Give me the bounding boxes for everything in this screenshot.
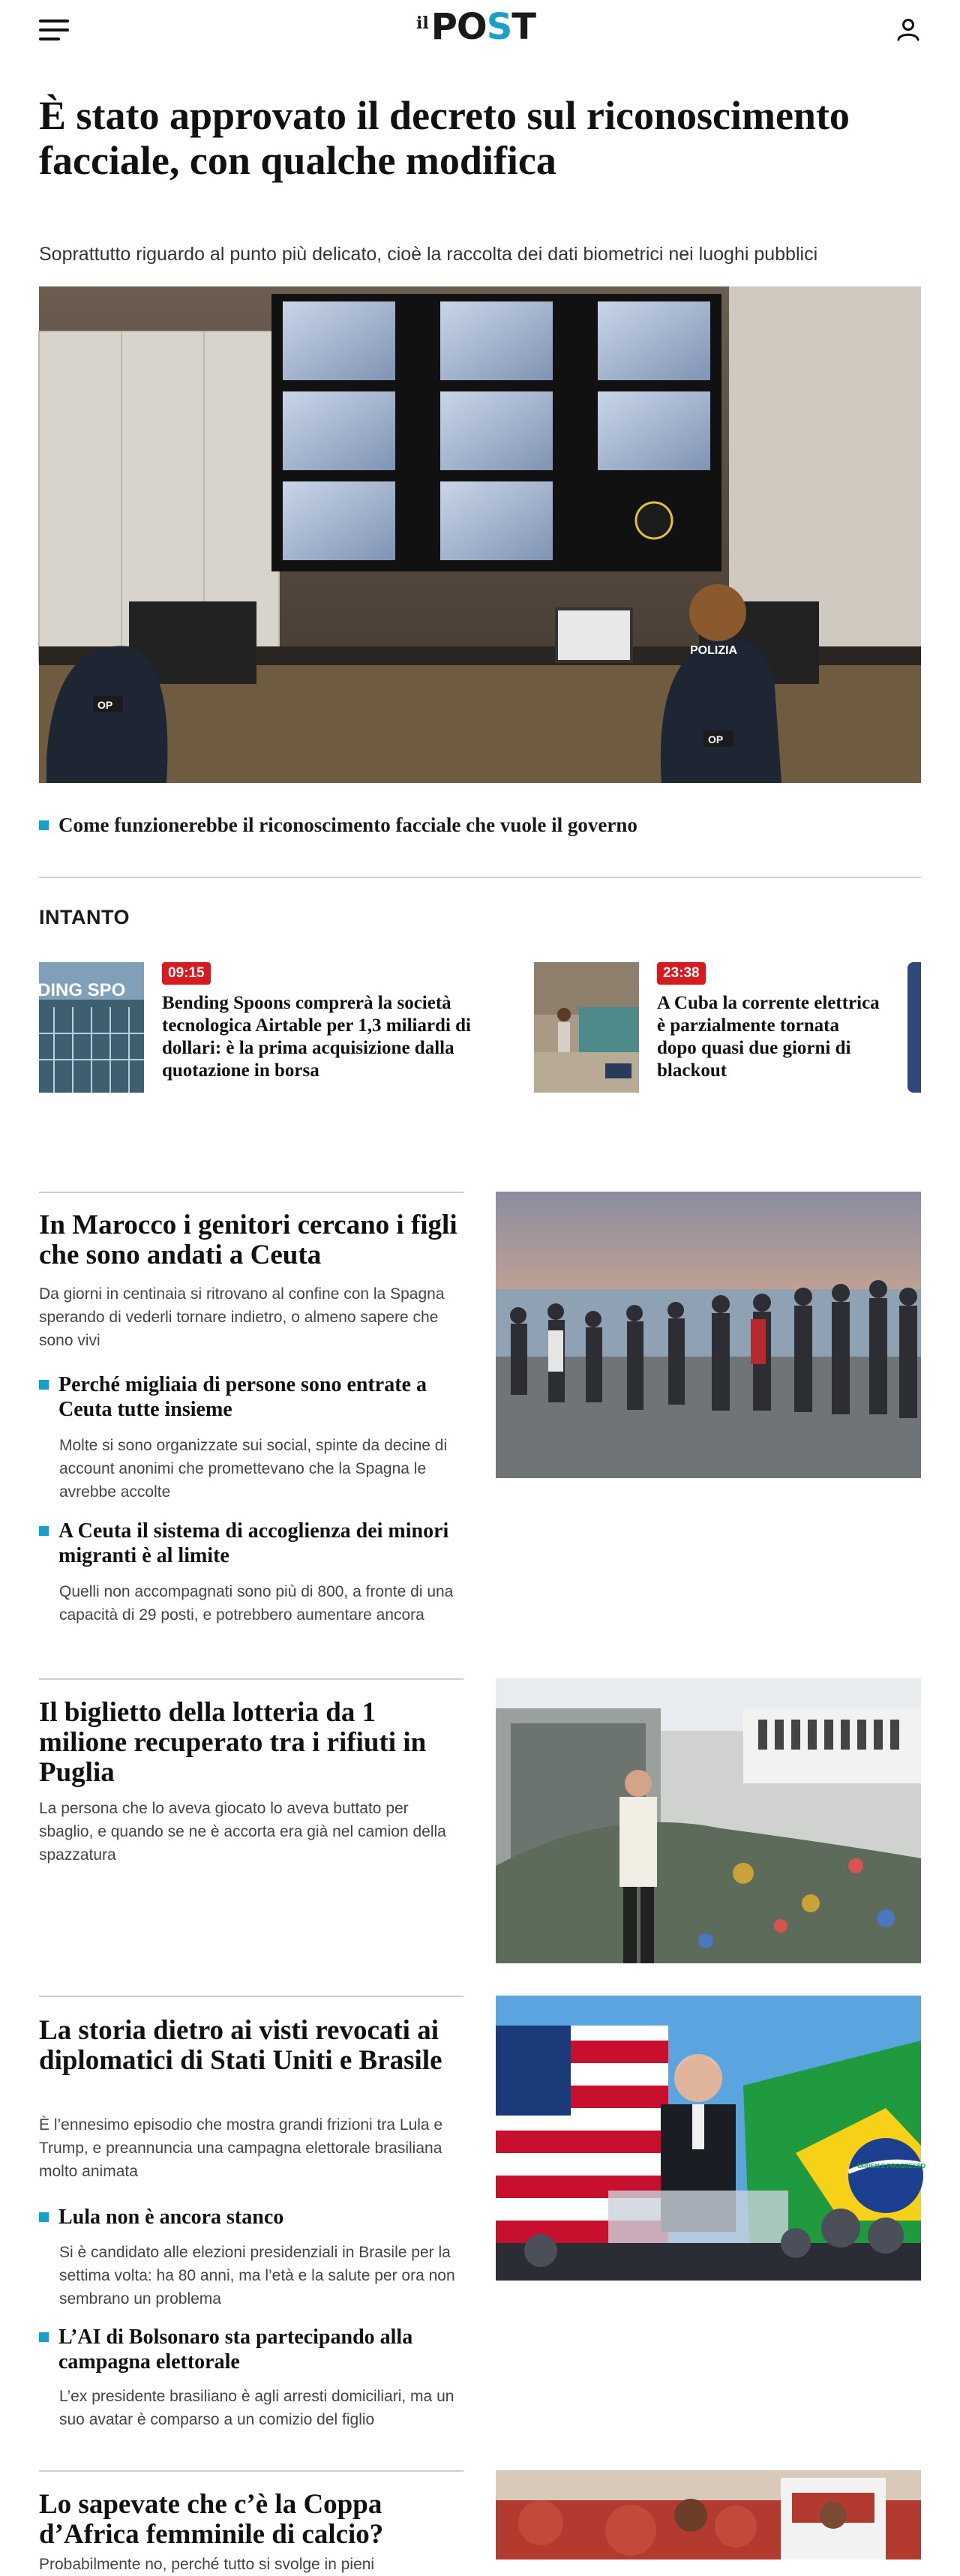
related-summary: Si è candidato alle elezioni presidenziali in Brasile per la settima volta: ha 80 anni, ma l’età e la salute per ora non sembrano un problema	[59, 2244, 455, 2308]
live-thumbnail	[534, 962, 639, 1093]
lead-image[interactable]	[39, 286, 921, 783]
lead-subtitle: Soprattutto riguardo al punto più delicato, cioè la raccolta dei dati biometrici nei luoghi pubblici	[39, 244, 818, 265]
related-link[interactable]: A Ceuta il sistema di accoglienza dei minori migranti è al limite	[39, 1519, 466, 1568]
related-link[interactable]: Perché migliaia di persone sono entrate a Ceuta tutte insieme	[39, 1372, 466, 1422]
bullet-square-icon	[39, 2212, 49, 2222]
article-image[interactable]	[496, 1996, 926, 2281]
live-item[interactable]	[534, 962, 882, 1093]
article-summary: Da giorni in centinaia si ritrovano al confine con la Spagna sperando di vederli tornare indietro, o almeno sapere che sono vivi	[39, 1285, 445, 1349]
article-image[interactable]	[496, 1192, 921, 1478]
related-link[interactable]: L’AI di Bolsonaro sta partecipando alla campagna elettorale	[39, 2325, 466, 2374]
lead-related-text: Come funzionerebbe il riconoscimento facciale che vuole il governo	[58, 814, 638, 836]
lead-image-text-polizia: POLIZIA	[690, 644, 738, 657]
article-headline[interactable]: Il biglietto della lotteria da 1 milione recuperato tra i rifiuti in Puglia	[39, 1697, 427, 1788]
bullet-square-icon	[39, 820, 49, 830]
article-summary: È l’ennesimo episodio che mostra grandi frizioni tra Lula e Trump, e preannuncia una campagna elettorale brasiliana molto animata	[39, 2116, 443, 2180]
article-divider	[39, 1192, 464, 1193]
live-headline: A Cuba la corrente elettrica è parzialmente tornata dopo quasi due giorni di blackout	[657, 993, 880, 1081]
intanto-heading: INTANTO	[39, 906, 130, 928]
menu-icon[interactable]	[39, 19, 69, 40]
time-badge: 09:15	[162, 962, 211, 985]
article-summary: Probabilmente no, perché tutto si svolge in pieni	[39, 2556, 375, 2573]
lead-image-text-op2: OP	[708, 733, 724, 745]
live-item-peek[interactable]	[908, 962, 921, 1093]
bullet-square-icon	[39, 1380, 49, 1390]
time-badge: 23:38	[657, 962, 706, 985]
article-image[interactable]	[496, 1678, 921, 1963]
flag-motto-text: ORDEM E PROGRESSO	[857, 2163, 926, 2170]
logo-post: POST	[430, 6, 536, 48]
article-divider	[39, 2470, 464, 2472]
lead-image-text-op1: OP	[98, 699, 113, 711]
site-logo[interactable]	[416, 4, 551, 49]
logo-il: il	[416, 13, 429, 33]
lead-headline[interactable]: È stato approvato il decreto sul riconoscimento facciale, con qualche modifica	[39, 93, 850, 183]
live-thumbnail	[39, 962, 144, 1093]
live-item[interactable]	[39, 962, 522, 1093]
bullet-square-icon	[39, 1526, 49, 1536]
user-icon[interactable]	[896, 16, 921, 42]
article-divider	[39, 1996, 464, 1997]
bullet-square-icon	[39, 2332, 49, 2342]
article-summary: La persona che lo aveva giocato lo aveva buttato per sbaglio, e quando se ne è accorta era già nel camion della spazzatura	[39, 1800, 446, 1864]
article-headline[interactable]: Lo sapevate che c’è la Coppa d’Africa femminile di calcio?	[39, 2489, 384, 2550]
live-thumbnail-text: DING SPO	[38, 980, 126, 1000]
related-link[interactable]: Lula non è ancora stanco	[39, 2205, 466, 2230]
live-headline: Bending Spoons comprerà la società tecnologica Airtable per 1,3 miliardi di dollari: è la prima acquisizione dalla quotazione in borsa	[162, 993, 471, 1081]
related-summary: Molte si sono organizzate sui social, spinte da decine di account anonimi che promettevano che la Spagna le avrebbe accolte	[59, 1437, 448, 1501]
lead-related-link[interactable]	[39, 811, 921, 838]
article-divider	[39, 1678, 464, 1680]
article-headline[interactable]: La storia dietro ai visti revocati ai diplomatici di Stati Uniti e Brasile	[39, 2015, 442, 2076]
section-divider	[39, 877, 921, 878]
article-image[interactable]	[496, 2470, 921, 2560]
related-summary: Quelli non accompagnati sono più di 800, a fronte di una capacità di 29 posti, e potrebbero aumentare ancora	[59, 1583, 454, 1624]
related-summary: L’ex presidente brasiliano è agli arresti domiciliari, ma un suo avatar è comparso a un comizio del figlio	[59, 2388, 454, 2428]
article-headline[interactable]: In Marocco i genitori cercano i figli che sono andati a Ceuta	[39, 1210, 458, 1270]
site-header	[0, 0, 960, 60]
